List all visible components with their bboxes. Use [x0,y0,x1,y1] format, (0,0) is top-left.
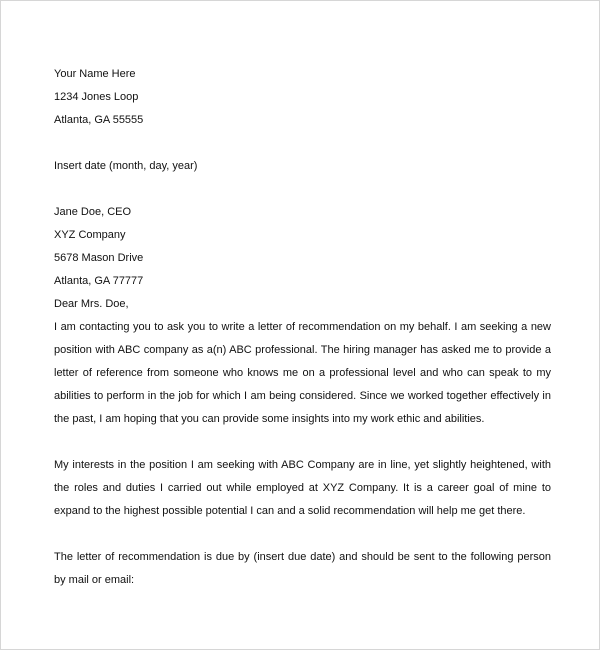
recipient-company: XYZ Company [54,229,126,241]
date-line: Insert date (month, day, year) [54,160,198,172]
recipient-name-title: Jane Doe, CEO [54,206,132,218]
recipient-street: 5678 Mason Drive [54,252,144,264]
sender-name: Your Name Here [54,68,136,80]
salutation: Dear Mrs. Doe, [54,298,129,310]
body-paragraph-3: The letter of recommendation is due by (insert due date) and should be sent to the following person by mail or email: [54,551,551,586]
sender-city-state-zip: Atlanta, GA 55555 [54,114,144,126]
spacer [54,132,551,155]
spacer [54,431,551,454]
recipient-city-state-zip: Atlanta, GA 77777 [54,275,144,287]
letter-body [54,63,551,592]
sender-street: 1234 Jones Loop [54,91,139,103]
spacer [54,178,551,201]
body-paragraph-1: I am contacting you to ask you to write a letter of recommendation on my behalf. I am seeking a new position with ABC company as a(n) ABC professional. The hiring manager has asked me to provide a letter of reference from someone who knows me on a professional level and who can speak to my abilities to perform in the job for which I am being considered. Since we worked together effectively in the past, I am hoping that you can provide some insights into my work ethic and abilities. [54,321,551,425]
body-paragraph-2: My interests in the position I am seeking with ABC Company are in line, yet slightly heightened, with the roles and duties I carried out while employed at XYZ Company. It is a career goal of mine to expand to the highest possible potential I can and a solid recommendation will help me get there. [54,459,551,517]
spacer [54,523,551,546]
